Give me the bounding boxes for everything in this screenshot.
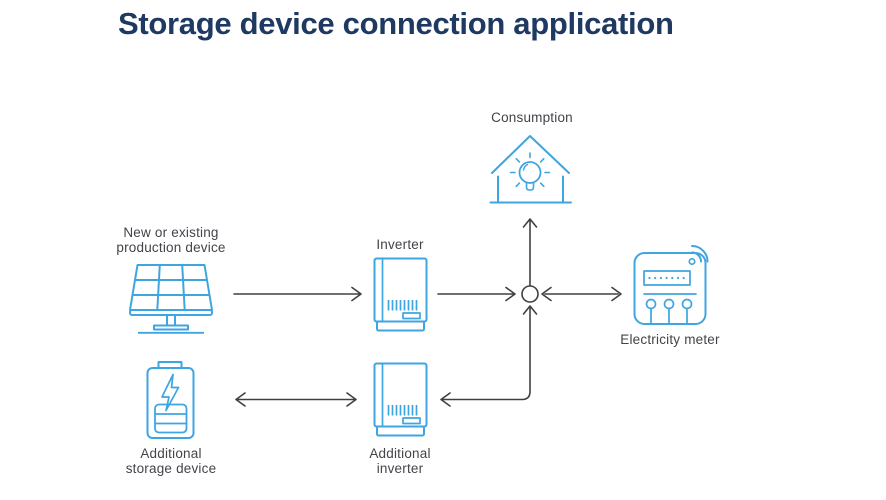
consumption-label: Consumption	[491, 110, 573, 125]
lightbulb-rays	[511, 153, 550, 186]
junction-circle	[522, 286, 538, 302]
meter-display-dots	[648, 277, 684, 279]
storage-device-label: Additional storage device	[125, 446, 217, 476]
house-lightbulb-icon	[488, 133, 576, 205]
solar-panel-icon	[129, 264, 213, 334]
smart-meter-icon	[633, 242, 717, 326]
arrow-junction-to-consumption	[524, 219, 537, 285]
arrow-additional-inverter-to-junction	[441, 306, 537, 406]
inverter-label: Inverter	[376, 237, 424, 252]
arrow-storage-to-additional-inverter	[236, 393, 356, 406]
electricity-meter-label: Electricity meter	[620, 332, 720, 347]
additional-inverter-label: Additional inverter	[369, 446, 431, 476]
arrow-production-to-inverter	[234, 288, 361, 301]
page-title: Storage device connection application	[118, 6, 674, 41]
additional-inverter-icon	[373, 362, 428, 438]
arrow-junction-to-meter	[542, 288, 621, 301]
inverter-icon	[373, 257, 428, 333]
arrow-inverter-to-junction	[438, 288, 515, 301]
production-device-label: New or existing production device	[116, 225, 226, 255]
battery-icon	[146, 361, 196, 440]
